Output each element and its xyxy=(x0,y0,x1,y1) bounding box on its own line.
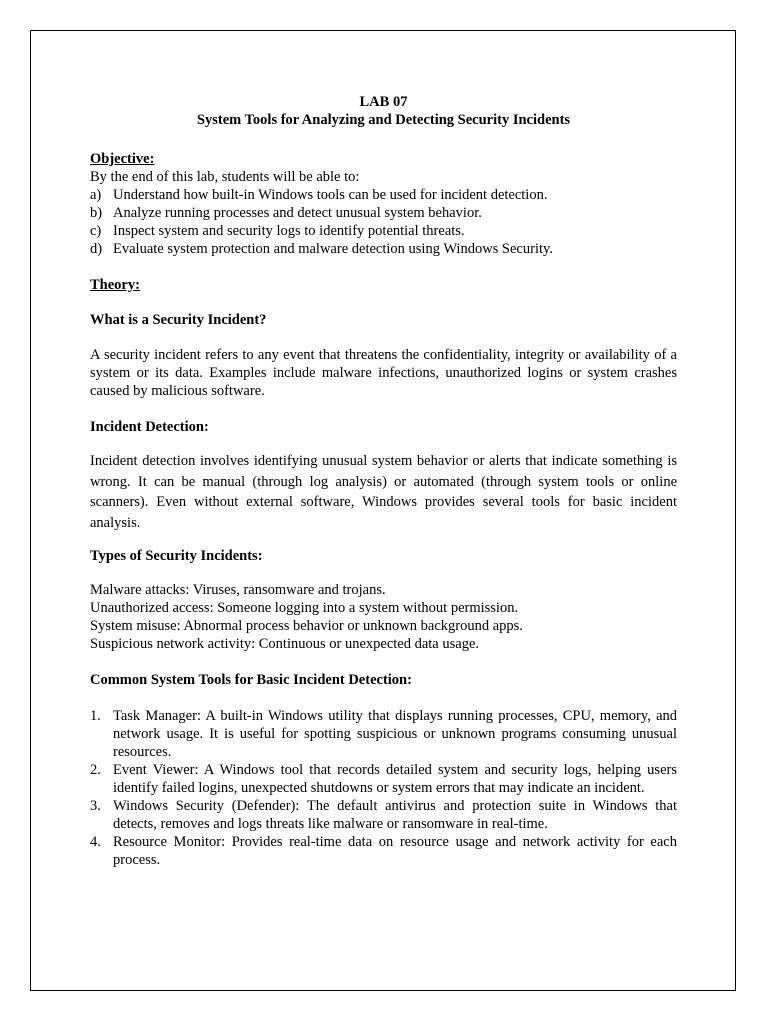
objective-item xyxy=(90,204,677,222)
document-body xyxy=(90,93,677,869)
objective-item-text: Analyze running processes and detect unusual system behavior. xyxy=(113,205,482,221)
objective-item-text: Evaluate system protection and malware detection using Windows Security. xyxy=(113,241,553,257)
security-incident-paragraph: A security incident refers to any event that threatens the confidentiality, integrity or availability of a system or its data. Examples include malware infections, unauthorized logins or system crashes caused by malicious software. xyxy=(90,347,677,399)
objective-list xyxy=(90,186,677,258)
tool-item-text: Task Manager: A built-in Windows utility that displays running processes, CPU, memory, and network usage. It is useful for spotting suspicious or unknown programs consuming unusual resources. xyxy=(113,708,677,760)
incident-type-item: Malware attacks: Viruses, ransomware and trojans. xyxy=(90,582,386,598)
security-incident-heading: What is a Security Incident? xyxy=(90,312,267,328)
objective-item xyxy=(90,186,677,204)
document-title: System Tools for Analyzing and Detecting Security Incidents xyxy=(196,112,571,128)
tool-item-text: Resource Monitor: Provides real-time data on resource usage and network activity for each process. xyxy=(113,834,677,868)
objective-intro: By the end of this lab, students will be able to: xyxy=(90,169,360,185)
list-marker: c) xyxy=(90,223,102,239)
incident-type-item: Suspicious network activity: Continuous or unexpected data usage. xyxy=(90,636,480,652)
incident-type-item: System misuse: Abnormal process behavior or unknown background apps. xyxy=(90,618,523,634)
tools-list xyxy=(90,707,677,869)
objective-item xyxy=(90,222,677,240)
incident-detection-heading: Incident Detection: xyxy=(90,419,209,435)
list-marker: a) xyxy=(90,187,102,203)
list-marker: 2. xyxy=(90,762,101,778)
tool-item-text: Event Viewer: A Windows tool that records detailed system and security logs, helping users identify failed logins, unexpected shutdowns or system errors that may indicate an incident. xyxy=(113,762,677,796)
list-marker: 1. xyxy=(90,708,101,724)
objective-item-text: Inspect system and security logs to identify potential threats. xyxy=(113,223,465,239)
tool-item xyxy=(90,707,677,761)
objective-item-text: Understand how built-in Windows tools can be used for incident detection. xyxy=(113,187,548,203)
tool-item-text: Windows Security (Defender): The default antivirus and protection suite in Windows that detects, removes and logs threats like malware or ransomware in real-time. xyxy=(113,798,677,832)
incident-types-heading: Types of Security Incidents: xyxy=(90,548,263,564)
tools-heading: Common System Tools for Basic Incident Detection: xyxy=(90,672,412,688)
lab-number: LAB 07 xyxy=(359,94,408,110)
theory-label: Theory: xyxy=(90,277,140,293)
list-marker: d) xyxy=(90,241,103,257)
objective-label: Objective: xyxy=(90,151,155,167)
list-marker: b) xyxy=(90,205,103,221)
incident-type-item: Unauthorized access: Someone logging into a system without permission. xyxy=(90,600,519,616)
incident-detection-paragraph: Incident detection involves identifying unusual system behavior or alerts that indicate something is wrong. It can be manual (through log analysis) or automated (through system tools or online scanners). Even without external software, Windows provides several tools for basic incident analysis. xyxy=(90,453,677,531)
tool-item xyxy=(90,833,677,869)
list-marker: 3. xyxy=(90,798,101,814)
tool-item xyxy=(90,761,677,797)
objective-item xyxy=(90,240,677,258)
tool-item xyxy=(90,797,677,833)
list-marker: 4. xyxy=(90,834,101,850)
